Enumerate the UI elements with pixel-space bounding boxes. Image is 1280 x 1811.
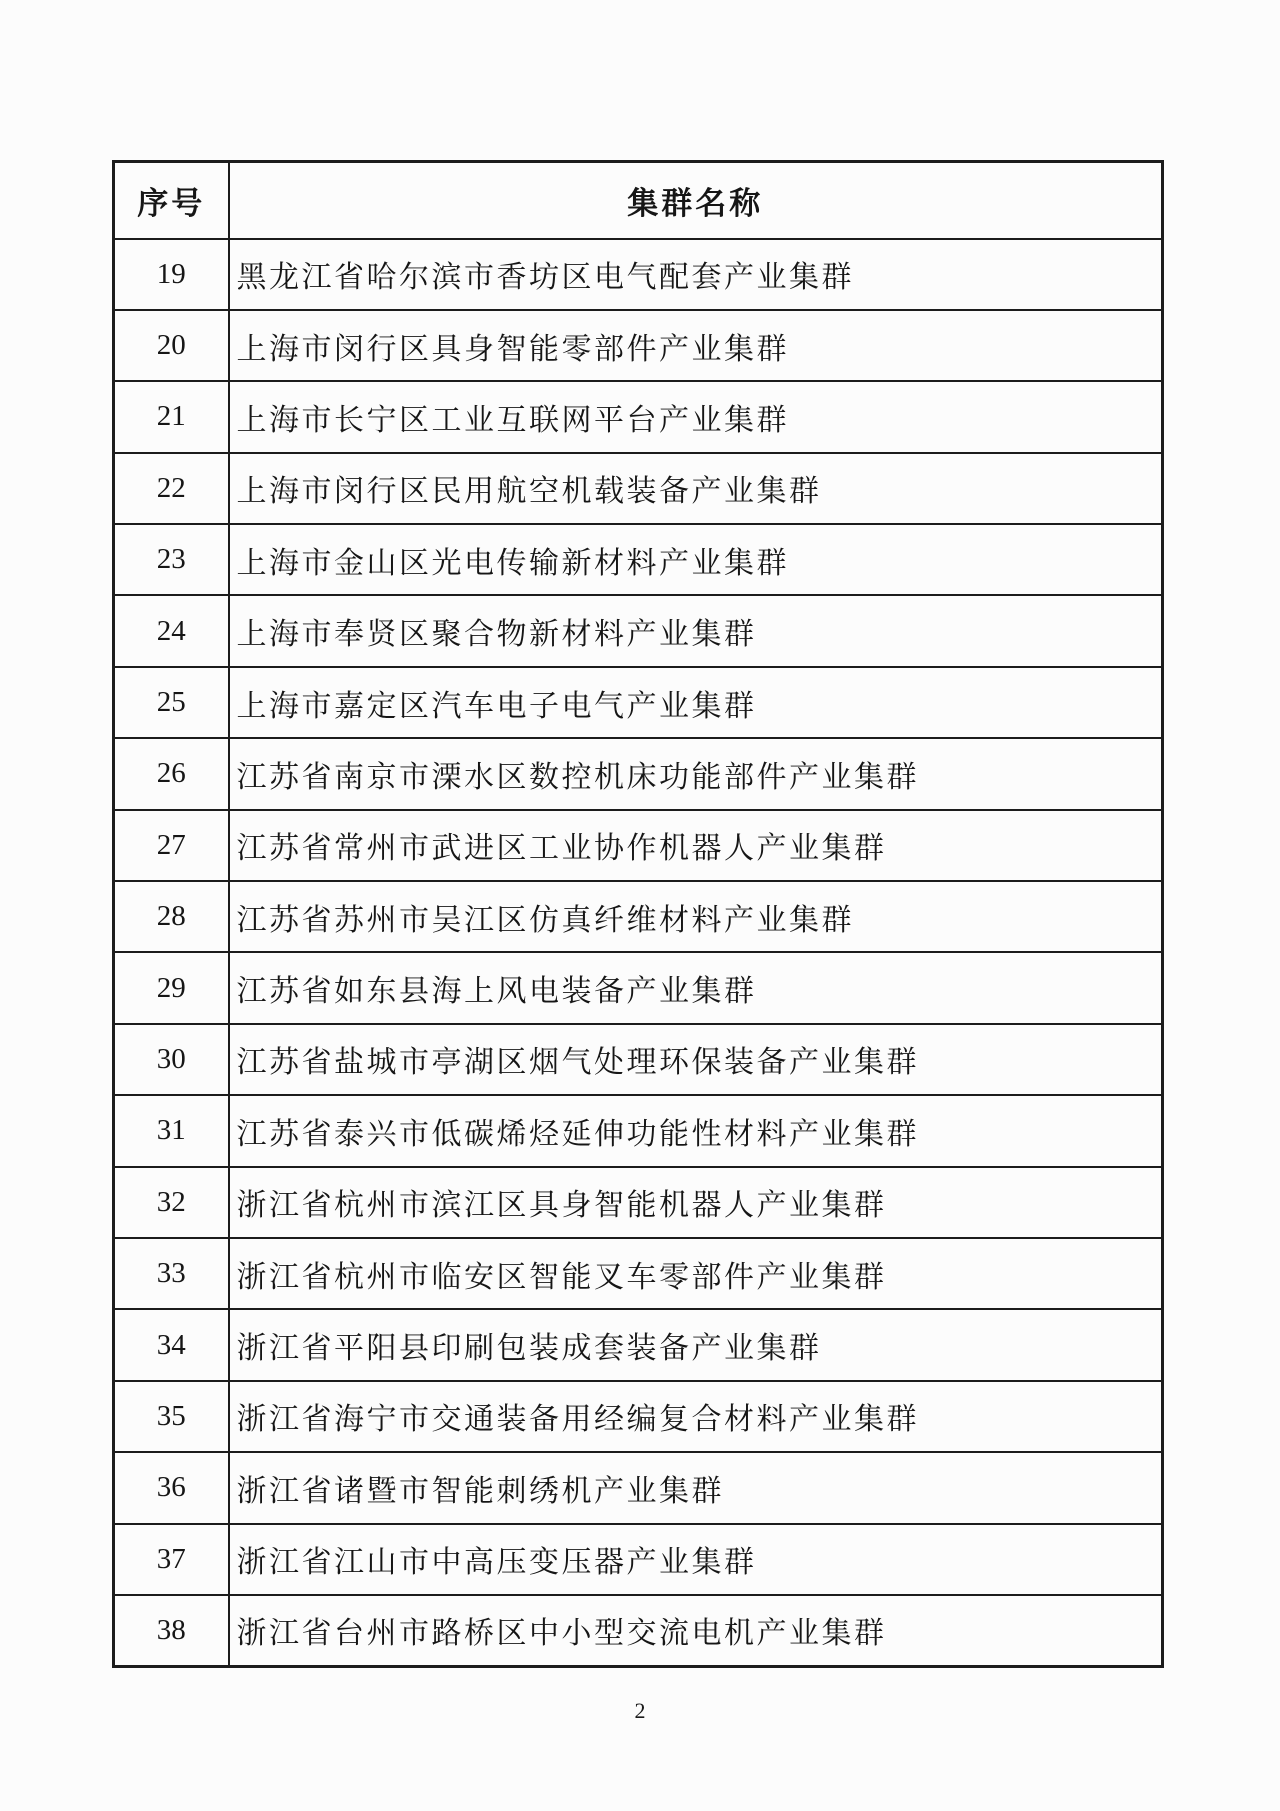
row-number-cell: 25 [114, 667, 229, 738]
row-number-cell: 26 [114, 738, 229, 809]
row-number-cell: 20 [114, 310, 229, 381]
table-row [114, 239, 1163, 310]
cluster-name-cell: 江苏省如东县海上风电装备产业集群 [229, 952, 1163, 1023]
row-number-cell: 23 [114, 524, 229, 595]
row-number-cell: 27 [114, 810, 229, 881]
table-row [114, 1595, 1163, 1667]
table-body [114, 239, 1163, 1667]
row-number-cell: 22 [114, 453, 229, 524]
cluster-name-cell: 浙江省海宁市交通装备用经编复合材料产业集群 [229, 1381, 1163, 1452]
cluster-name-cell: 江苏省盐城市亭湖区烟气处理环保装备产业集群 [229, 1024, 1163, 1095]
table-row [114, 381, 1163, 452]
table-row [114, 1309, 1163, 1380]
row-number-cell: 28 [114, 881, 229, 952]
cluster-name-cell: 上海市嘉定区汽车电子电气产业集群 [229, 667, 1163, 738]
cluster-name-cell: 江苏省苏州市吴江区仿真纤维材料产业集群 [229, 881, 1163, 952]
cluster-name-cell: 上海市金山区光电传输新材料产业集群 [229, 524, 1163, 595]
table-row [114, 1381, 1163, 1452]
table-row [114, 810, 1163, 881]
page-number: 2 [634, 1698, 646, 1723]
row-number-cell: 37 [114, 1524, 229, 1595]
cluster-name-cell: 浙江省江山市中高压变压器产业集群 [229, 1524, 1163, 1595]
row-number-cell: 31 [114, 1095, 229, 1166]
table-row [114, 524, 1163, 595]
row-number-cell: 32 [114, 1167, 229, 1238]
table-row [114, 1524, 1163, 1595]
cluster-name-cell: 黑龙江省哈尔滨市香坊区电气配套产业集群 [229, 239, 1163, 310]
row-number-cell: 36 [114, 1452, 229, 1523]
cluster-name-cell: 浙江省台州市路桥区中小型交流电机产业集群 [229, 1595, 1163, 1667]
cluster-name-cell: 上海市长宁区工业互联网平台产业集群 [229, 381, 1163, 452]
table-row [114, 453, 1163, 524]
table-row [114, 1024, 1163, 1095]
cluster-name-cell: 上海市闵行区具身智能零部件产业集群 [229, 310, 1163, 381]
row-number-cell: 38 [114, 1595, 229, 1667]
cluster-name-cell: 江苏省南京市溧水区数控机床功能部件产业集群 [229, 738, 1163, 809]
row-number-cell: 21 [114, 381, 229, 452]
table-row [114, 1095, 1163, 1166]
header-serial-number: 序号 [114, 162, 229, 239]
cluster-name-cell: 浙江省杭州市临安区智能叉车零部件产业集群 [229, 1238, 1163, 1309]
cluster-name-cell: 上海市奉贤区聚合物新材料产业集群 [229, 595, 1163, 666]
table-row [114, 667, 1163, 738]
cluster-name-cell: 上海市闵行区民用航空机载装备产业集群 [229, 453, 1163, 524]
cluster-name-cell: 浙江省杭州市滨江区具身智能机器人产业集群 [229, 1167, 1163, 1238]
row-number-cell: 24 [114, 595, 229, 666]
row-number-cell: 30 [114, 1024, 229, 1095]
cluster-name-cell: 江苏省泰兴市低碳烯烃延伸功能性材料产业集群 [229, 1095, 1163, 1166]
cluster-name-cell: 浙江省平阳县印刷包装成套装备产业集群 [229, 1309, 1163, 1380]
row-number-cell: 19 [114, 239, 229, 310]
header-cluster-name: 集群名称 [229, 162, 1163, 239]
row-number-cell: 29 [114, 952, 229, 1023]
cluster-table [112, 160, 1164, 1668]
table-row [114, 1452, 1163, 1523]
cluster-name-cell: 江苏省常州市武进区工业协作机器人产业集群 [229, 810, 1163, 881]
table-header-row [114, 162, 1163, 239]
cluster-name-cell: 浙江省诸暨市智能刺绣机产业集群 [229, 1452, 1163, 1523]
table-row [114, 738, 1163, 809]
table-row [114, 310, 1163, 381]
row-number-cell: 34 [114, 1309, 229, 1380]
row-number-cell: 35 [114, 1381, 229, 1452]
table-row [114, 881, 1163, 952]
table-row [114, 595, 1163, 666]
row-number-cell: 33 [114, 1238, 229, 1309]
table-row [114, 1238, 1163, 1309]
table-row [114, 1167, 1163, 1238]
table-row [114, 952, 1163, 1023]
